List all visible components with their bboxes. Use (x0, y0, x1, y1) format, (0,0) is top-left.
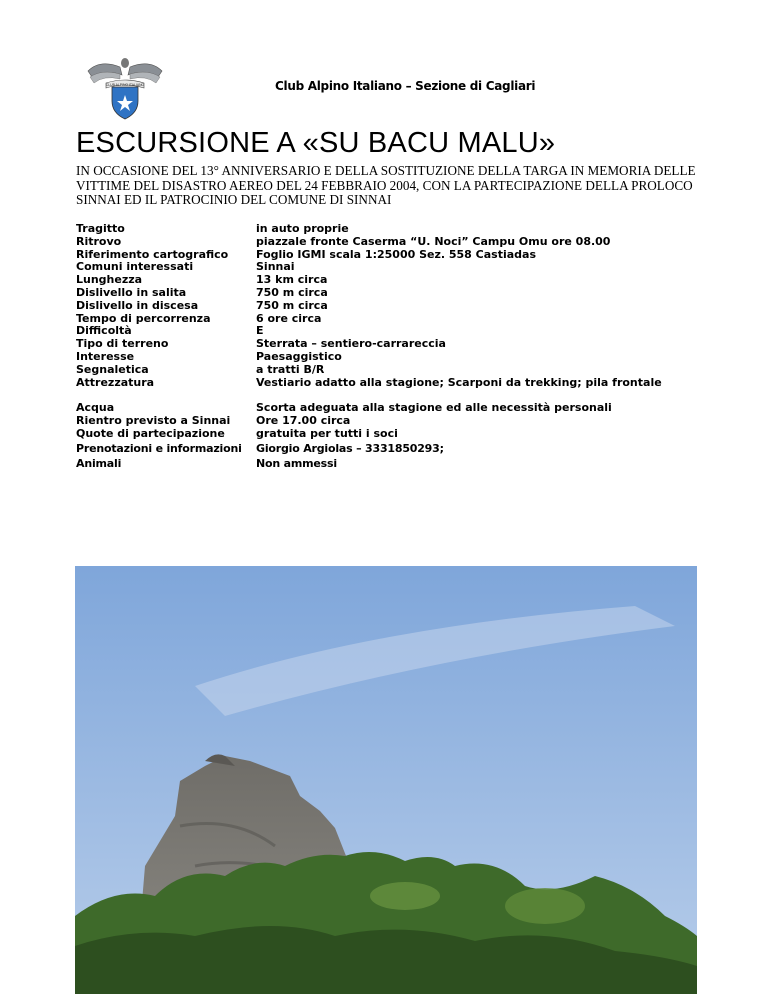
detail-row (76, 223, 716, 236)
detail-value: 750 m circa (256, 285, 328, 299)
detail-row (76, 338, 716, 351)
detail-label: Tipo di terreno (76, 337, 169, 351)
detail-value: Ore 17.00 circa (256, 414, 351, 428)
detail-row (76, 287, 716, 300)
detail-row (76, 364, 716, 377)
detail-value: Scorta adeguata alla stagione ed alle necessità personali (256, 401, 612, 415)
detail-label: Tragitto (76, 222, 125, 235)
detail-label: Quote di partecipazione (76, 426, 225, 440)
detail-label: Animali (76, 456, 122, 470)
club-name: Club Alpino Italiano – Sezione di Cagliari (275, 79, 536, 93)
detail-label: Attrezzatura (76, 375, 155, 389)
detail-label: Difficoltà (76, 324, 132, 338)
detail-value: E (256, 324, 264, 338)
detail-value: in auto proprie (256, 222, 349, 235)
detail-value: Vestiario adatto alla stagione; Scarponi da trekking; pila frontale (256, 375, 662, 389)
detail-value: 6 ore circa (256, 311, 322, 325)
detail-row (76, 313, 716, 326)
detail-label: Riferimento cartografico (76, 247, 229, 261)
detail-row (76, 441, 716, 456)
detail-label: Lunghezza (76, 273, 143, 287)
svg-text:CLUB ALPINO ITALIANO: CLUB ALPINO ITALIANO (105, 83, 145, 87)
detail-label: Interesse (76, 349, 135, 363)
detail-value: Sterrata – sentiero-carrareccia (256, 337, 446, 351)
detail-value: Paesaggistico (256, 349, 342, 363)
detail-row (76, 456, 716, 471)
detail-label: Tempo di percorrenza (76, 311, 211, 325)
detail-value: gratuita per tutti i soci (256, 426, 398, 440)
detail-label: Segnaletica (76, 362, 149, 376)
mountain-photo (75, 566, 697, 994)
detail-value: Non ammessi (256, 456, 337, 470)
detail-value: 750 m circa (256, 298, 328, 312)
details-table (76, 223, 716, 471)
detail-row (76, 300, 716, 313)
detail-value: Foglio IGMI scala 1:25000 Sez. 558 Castiadas (256, 247, 537, 261)
detail-label: Dislivello in discesa (76, 298, 199, 312)
detail-label: Acqua (76, 401, 115, 415)
page-title: ESCURSIONE A «SU BACU MALU» (76, 127, 556, 159)
cai-logo (86, 55, 164, 121)
event-subtitle: IN OCCASIONE DEL 13° ANNIVERSARIO E DELLA SOSTITUZIONE DELLA TARGA IN MEMORIA DELLE VITTIME DEL DISASTRO AEREO DEL 24 FEBBRAIO 2004, CON LA PARTECIPAZIONE DELLA PROLOCO SINNAI ED IL PATROCINIO DEL COMUNE DI SINNAI (76, 163, 696, 208)
detail-value: piazzale fronte Caserma “U. Noci” Campu Omu ore 08.00 (256, 234, 611, 248)
detail-value: Sinnai (256, 260, 295, 274)
detail-value: Giorgio Argiolas – 3331850293; (256, 441, 444, 455)
detail-row (76, 351, 716, 364)
detail-value: a tratti B/R (256, 362, 325, 376)
detail-label: Ritrovo (76, 234, 122, 248)
detail-row (76, 261, 716, 274)
detail-value: 13 km circa (256, 273, 328, 287)
detail-row (76, 428, 716, 441)
detail-label: Rientro previsto a Sinnai (76, 414, 231, 428)
detail-label: Dislivello in salita (76, 285, 187, 299)
detail-label: Prenotazioni e informazioni (76, 441, 242, 455)
detail-row (76, 377, 716, 390)
detail-label: Comuni interessati (76, 260, 194, 274)
detail-row (76, 236, 716, 249)
